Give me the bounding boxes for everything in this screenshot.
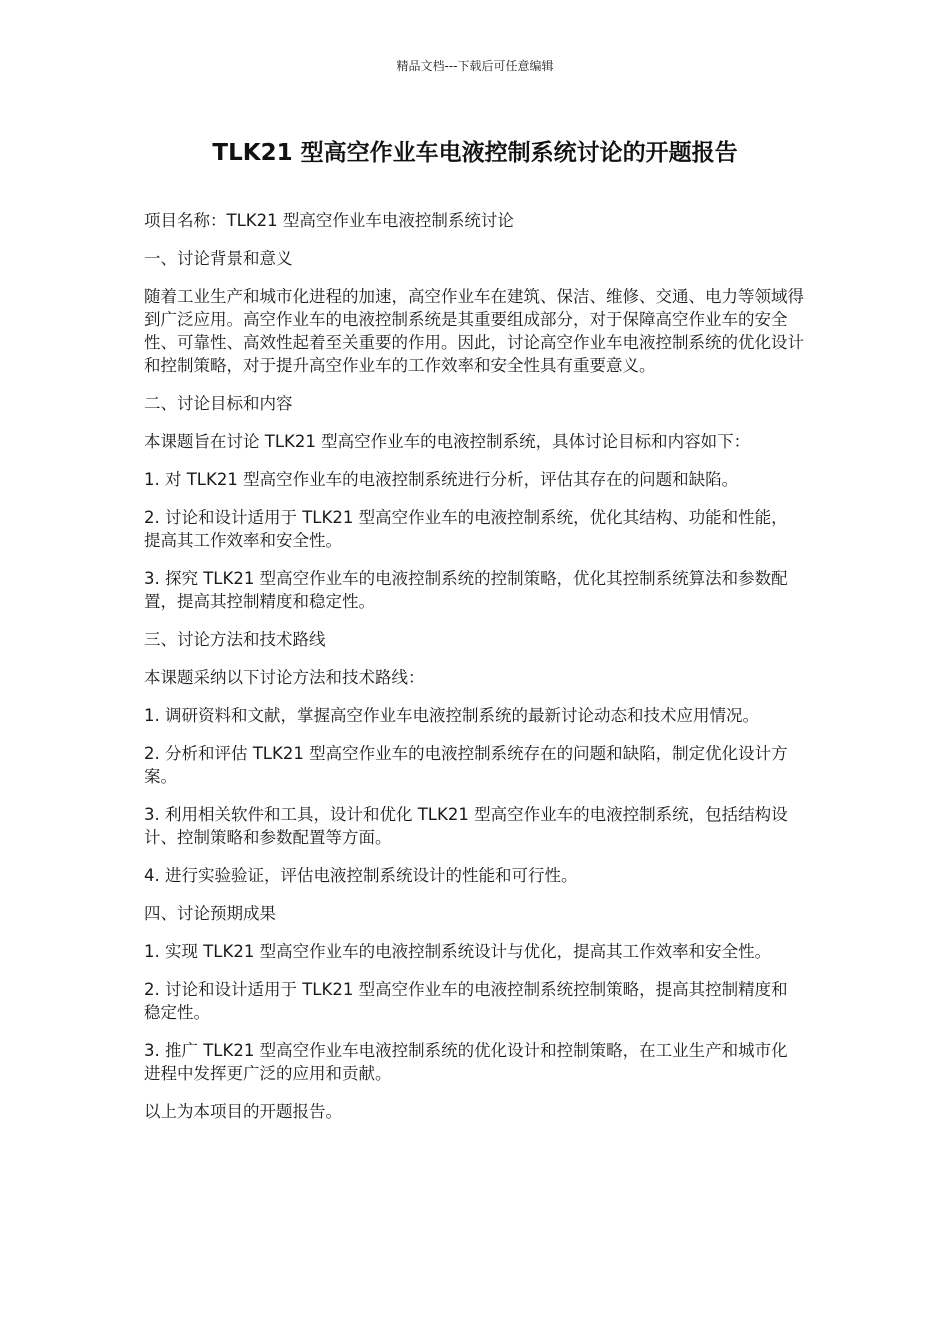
section-heading-3: 三、讨论方法和技术路线	[144, 630, 326, 649]
method-item-1: 1. 调研资料和文献，掌握高空作业车电液控制系统的最新讨论动态和技术应用情况。	[144, 706, 759, 725]
project-name: 项目名称：TLK21 型高空作业车电液控制系统讨论	[144, 211, 514, 230]
outcome-item-3: 3. 推广 TLK21 型高空作业车电液控制系统的优化设计和控制策略，在工业生产和城市化进程中发挥更广泛的应用和贡献。	[144, 1041, 788, 1083]
section-heading-4: 四、讨论预期成果	[144, 904, 276, 923]
methods-intro: 本课题采纳以下讨论方法和技术路线：	[144, 668, 425, 687]
method-item-4: 4. 进行实验验证，评估电液控制系统设计的性能和可行性。	[144, 866, 578, 885]
objectives-intro: 本课题旨在讨论 TLK21 型高空作业车的电液控制系统，具体讨论目标和内容如下：	[144, 432, 751, 451]
document-title: TLK21 型高空作业车电液控制系统讨论的开题报告	[212, 140, 738, 166]
method-item-2: 2. 分析和评估 TLK21 型高空作业车的电液控制系统存在的问题和缺陷，制定优化设计方案。	[144, 744, 788, 786]
outcome-item-2: 2. 讨论和设计适用于 TLK21 型高空作业车的电液控制系统控制策略，提高其控制精度和稳定性。	[144, 980, 788, 1022]
objective-item-2: 2. 讨论和设计适用于 TLK21 型高空作业车的电液控制系统，优化其结构、功能和性能，提高其工作效率和安全性。	[144, 508, 788, 550]
document-body	[144, 209, 804, 1138]
background-paragraph: 随着工业生产和城市化进程的加速，高空作业车在建筑、保洁、维修、交通、电力等领域得到广泛应用。高空作业车的电液控制系统是其重要组成部分，对于保障高空作业车的安全性、可靠性、高效性起着至关重要的作用。因此，讨论高空作业车电液控制系统的优化设计和控制策略，对于提升高空作业车的工作效率和安全性具有重要意义。	[144, 287, 804, 375]
objective-item-3: 3. 探究 TLK21 型高空作业车的电液控制系统的控制策略，优化其控制系统算法和参数配置，提高其控制精度和稳定性。	[144, 569, 788, 611]
closing-paragraph: 以上为本项目的开题报告。	[144, 1102, 342, 1121]
objective-item-1: 1. 对 TLK21 型高空作业车的电液控制系统进行分析，评估其存在的问题和缺陷。	[144, 470, 739, 489]
section-heading-1: 一、讨论背景和意义	[144, 249, 293, 268]
page-header: 精品文档---下载后可任意编辑	[396, 59, 554, 73]
section-heading-2: 二、讨论目标和内容	[144, 394, 293, 413]
outcome-item-1: 1. 实现 TLK21 型高空作业车的电液控制系统设计与优化，提高其工作效率和安全性。	[144, 942, 772, 961]
method-item-3: 3. 利用相关软件和工具，设计和优化 TLK21 型高空作业车的电液控制系统，包括结构设计、控制策略和参数配置等方面。	[144, 805, 788, 847]
